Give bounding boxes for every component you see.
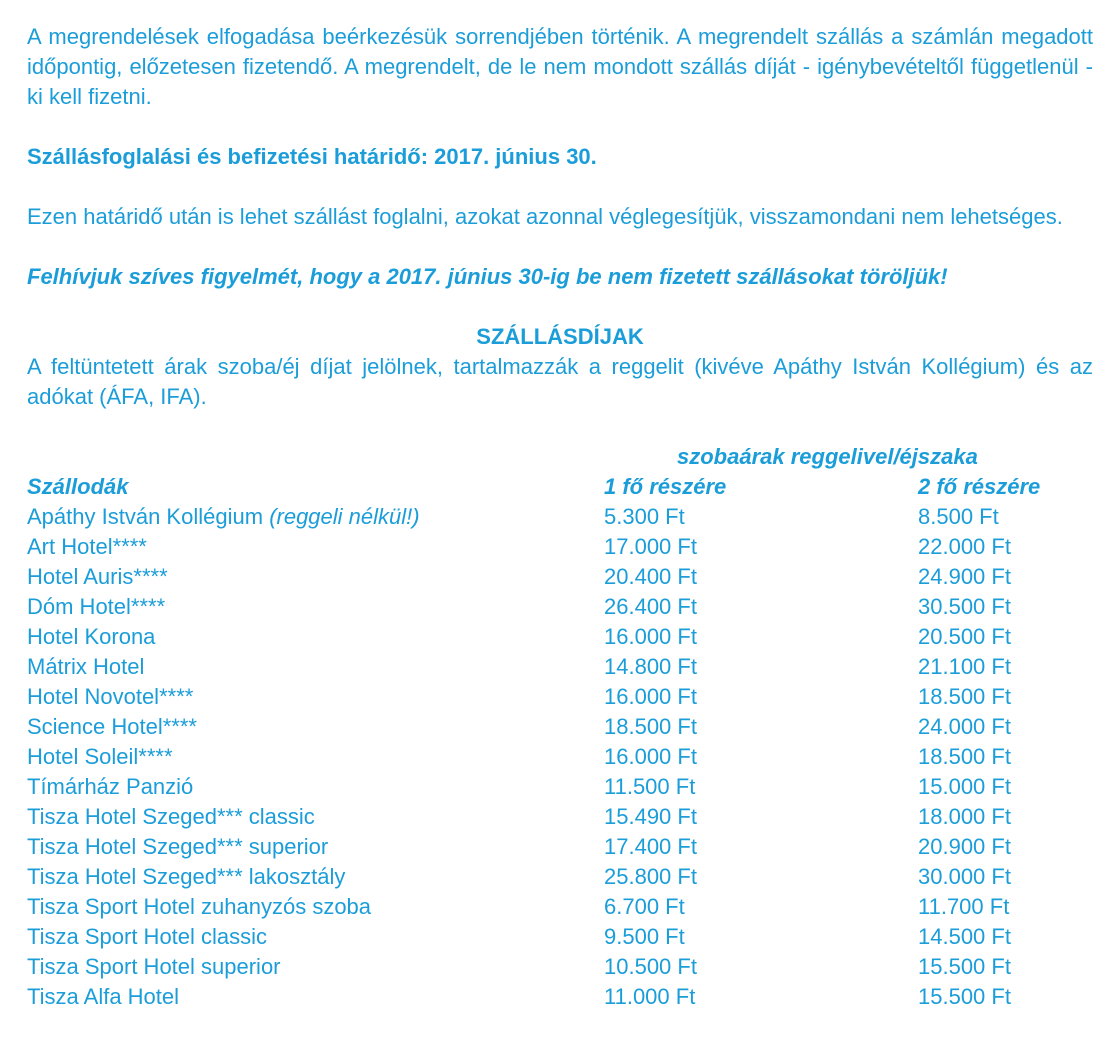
hotel-name: Hotel Novotel**** xyxy=(27,684,194,709)
hotel-name-cell xyxy=(27,652,604,682)
table-row xyxy=(27,922,1093,952)
paragraph-price-info: A feltüntetett árak szoba/éj díjat jelölnek, tartalmazzák a reggelit (kivéve Apáthy István Kollégium) és az adókat (ÁFA, IFA). xyxy=(27,354,1093,409)
paragraph-late-booking: Ezen határidő után is lehet szállást foglalni, azokat azonnal véglegesítjük, visszamondani nem lehetséges. xyxy=(27,204,1063,229)
hotel-name: Hotel Auris**** xyxy=(27,564,168,589)
price-1-person: 16.000 Ft xyxy=(604,684,697,709)
price-1-person: 6.700 Ft xyxy=(604,894,685,919)
price-1-person: 14.800 Ft xyxy=(604,654,697,679)
hotel-name-cell xyxy=(27,772,604,802)
hotel-name: Tisza Hotel Szeged*** superior xyxy=(27,834,329,859)
column-header-hotels: Szállodák xyxy=(27,474,129,499)
price-1-person: 26.400 Ft xyxy=(604,594,697,619)
column-header-1-person: 1 fő részére xyxy=(604,474,727,499)
table-row xyxy=(27,832,1093,862)
hotel-name: Hotel Korona xyxy=(27,624,156,649)
hotel-name-cell xyxy=(27,802,604,832)
price-2-persons: 15.000 Ft xyxy=(918,774,1011,799)
table-header-row xyxy=(27,472,1093,502)
price-2-persons: 30.500 Ft xyxy=(918,594,1011,619)
table-group-header: szobaárak reggelivel/éjszaka xyxy=(677,444,978,469)
table-row xyxy=(27,562,1093,592)
hotel-name: Tisza Sport Hotel zuhanyzós szoba xyxy=(27,894,372,919)
price-2-persons: 30.000 Ft xyxy=(918,864,1011,889)
hotel-name: Tisza Alfa Hotel xyxy=(27,984,180,1009)
hotel-name: Tisza Hotel Szeged*** classic xyxy=(27,804,315,829)
hotel-name-cell xyxy=(27,592,604,622)
price-1-person: 16.000 Ft xyxy=(604,744,697,769)
price-2-persons: 22.000 Ft xyxy=(918,534,1011,559)
table-row xyxy=(27,982,1093,1012)
table-row xyxy=(27,772,1093,802)
hotel-note: (reggeli nélkül!) xyxy=(269,504,420,529)
hotel-name-cell xyxy=(27,862,604,892)
table-rows xyxy=(27,502,1093,1012)
price-1-person: 5.300 Ft xyxy=(604,504,685,529)
hotel-name-cell xyxy=(27,712,604,742)
price-1-person: 11.500 Ft xyxy=(604,774,696,799)
price-2-persons: 24.900 Ft xyxy=(918,564,1011,589)
table-row xyxy=(27,712,1093,742)
price-2-persons: 24.000 Ft xyxy=(918,714,1011,739)
price-2-persons: 15.500 Ft xyxy=(918,954,1011,979)
hotel-name-cell xyxy=(27,742,604,772)
section-title: SZÁLLÁSDÍJAK xyxy=(476,324,644,349)
table-row xyxy=(27,682,1093,712)
hotel-name: Tisza Sport Hotel superior xyxy=(27,954,281,979)
table-row xyxy=(27,862,1093,892)
price-1-person: 11.000 Ft xyxy=(604,984,696,1009)
price-1-person: 25.800 Ft xyxy=(604,864,697,889)
deadline-heading: Szállásfoglalási és befizetési határidő: 2017. június 30. xyxy=(27,144,597,169)
hotel-name-cell xyxy=(27,892,604,922)
table-row xyxy=(27,802,1093,832)
hotel-name-cell xyxy=(27,982,604,1012)
price-table xyxy=(27,472,1093,1012)
hotel-name: Hotel Soleil**** xyxy=(27,744,173,769)
hotel-name: Art Hotel**** xyxy=(27,534,147,559)
hotel-name: Tímárház Panzió xyxy=(27,774,194,799)
table-row xyxy=(27,502,1093,532)
price-2-persons: 8.500 Ft xyxy=(918,504,999,529)
price-2-persons: 11.700 Ft xyxy=(918,894,1010,919)
hotel-name-cell xyxy=(27,532,604,562)
price-2-persons: 18.000 Ft xyxy=(918,804,1011,829)
price-1-person: 17.400 Ft xyxy=(604,834,697,859)
price-1-person: 9.500 Ft xyxy=(604,924,685,949)
price-2-persons: 18.500 Ft xyxy=(918,744,1011,769)
price-2-persons: 18.500 Ft xyxy=(918,684,1011,709)
hotel-name: Science Hotel**** xyxy=(27,714,197,739)
table-row xyxy=(27,622,1093,652)
hotel-name: Dóm Hotel**** xyxy=(27,594,166,619)
price-1-person: 16.000 Ft xyxy=(604,624,697,649)
price-1-person: 18.500 Ft xyxy=(604,714,697,739)
table-row xyxy=(27,742,1093,772)
table-row xyxy=(27,892,1093,922)
price-1-person: 17.000 Ft xyxy=(604,534,697,559)
price-2-persons: 14.500 Ft xyxy=(918,924,1011,949)
table-row xyxy=(27,652,1093,682)
hotel-name: Mátrix Hotel xyxy=(27,654,145,679)
hotel-name-cell xyxy=(27,682,604,712)
price-2-persons: 20.500 Ft xyxy=(918,624,1011,649)
hotel-name-cell xyxy=(27,562,604,592)
price-2-persons: 21.100 Ft xyxy=(918,654,1011,679)
hotel-name: Apáthy István Kollégium xyxy=(27,504,264,529)
price-1-person: 20.400 Ft xyxy=(604,564,697,589)
table-row xyxy=(27,532,1093,562)
hotel-name-cell xyxy=(27,832,604,862)
paragraph-order-terms: A megrendelések elfogadása beérkezésük sorrendjében történik. A megrendelt szállás a számlán megadott időpontig, előzetesen fizetendő. A megrendelt, de le nem mondott szállás díját - igénybevételtől függetlenül - ki kell fizetni. xyxy=(27,24,1093,109)
hotel-name-cell xyxy=(27,502,604,532)
warning-note: Felhívjuk szíves figyelmét, hogy a 2017. június 30-ig be nem fizetett szállásokat töröljük! xyxy=(27,264,948,289)
price-2-persons: 15.500 Ft xyxy=(918,984,1011,1009)
hotel-name: Tisza Hotel Szeged*** lakosztály xyxy=(27,864,346,889)
price-1-person: 10.500 Ft xyxy=(604,954,697,979)
price-2-persons: 20.900 Ft xyxy=(918,834,1011,859)
hotel-name-cell xyxy=(27,622,604,652)
hotel-name-cell xyxy=(27,952,604,982)
column-header-2-persons: 2 fő részére xyxy=(918,474,1041,499)
table-row xyxy=(27,592,1093,622)
table-row xyxy=(27,952,1093,982)
hotel-name-cell xyxy=(27,922,604,952)
price-1-person: 15.490 Ft xyxy=(604,804,697,829)
hotel-name: Tisza Sport Hotel classic xyxy=(27,924,268,949)
